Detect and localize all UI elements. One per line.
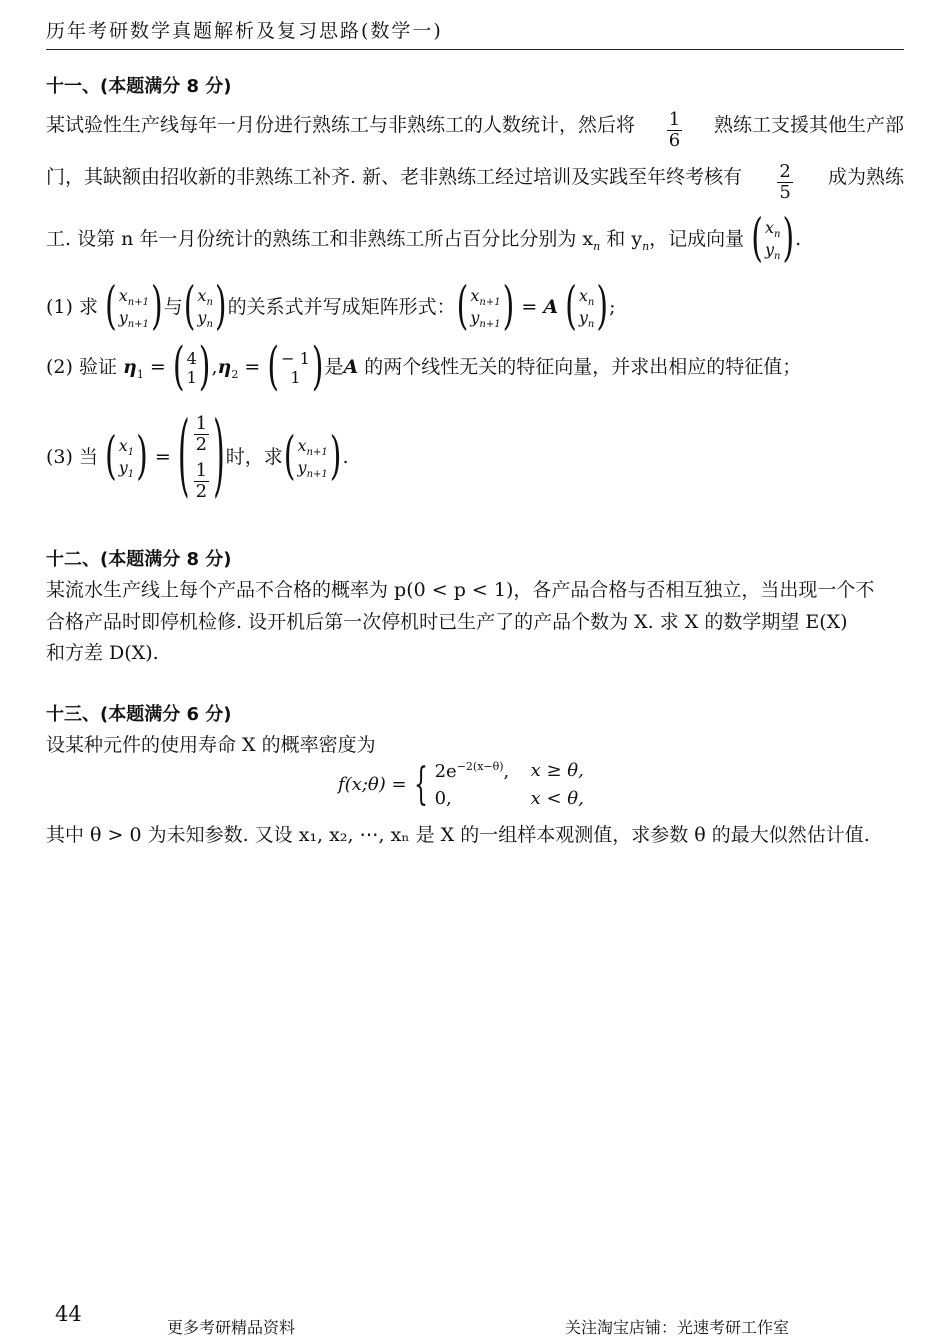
- eta2: η: [217, 356, 232, 378]
- q13-line2: 其中 θ > 0 为未知参数. 又设 x₁, x₂, ⋯, xₙ 是 X 的一组样本观测值，求参数 θ 的最大似然估计值.: [46, 824, 870, 846]
- q12-heading: 十二、(本题满分 8 分): [46, 549, 232, 570]
- vector-xn1-yn1-3: ( $x_{n+1}$ $y_{n+1}$ ): [283, 427, 342, 487]
- q11-item2: (2) 验证 $\eta_1$ = ( 4 1 ) $,\eta_2$ = ( − 1 1 ) 是A 的两个线性无关的特征向量，并求出相应的特征值；: [46, 337, 802, 397]
- case2-expr: 0,: [434, 788, 452, 809]
- eta1-vector: ( 4 1 ): [172, 337, 211, 397]
- period: .: [795, 228, 802, 251]
- vector-xn1-yn1: ( $x_{n+1}$ $y_{n+1}$ ): [105, 277, 163, 338]
- cases-brace: {: [413, 758, 428, 810]
- eta2-vector: ( − 1 1 ): [267, 337, 324, 397]
- q11-item1: [46, 277, 616, 338]
- fraction-one-sixth: [667, 110, 682, 151]
- footer-left: 更多考研精品资料: [167, 1318, 296, 1337]
- eta1: η: [123, 356, 137, 378]
- yn-sub: n: [642, 239, 650, 253]
- frac2-den: 5: [779, 182, 791, 203]
- page-number: 44: [55, 1302, 82, 1326]
- matrix-A: A: [543, 296, 559, 319]
- item1-end: ;: [609, 296, 616, 319]
- q12-line1: 某流水生产线上每个产品不合格的概率为 p(0 < p < 1)，各产品合格与否相互独立，当出现一个不: [46, 579, 875, 601]
- frac1-den: 6: [668, 130, 681, 151]
- footer-right: 关注淘宝店铺：光速考研工作室: [565, 1318, 790, 1337]
- vector-xn-yn-2: ( $x_n$ $y_n$ ): [183, 277, 227, 338]
- item1-desc: 的关系式并写成矩阵形式：: [227, 296, 456, 319]
- q11-text-2a: 门，其缺额由招收新的非熟练工补齐. 新、老非熟练工经过培训及实践至年终考核有: [46, 166, 743, 188]
- q11-line1: [46, 110, 904, 151]
- q11-heading: 十一、(本题满分 8 分): [46, 76, 232, 97]
- q12-line3: 和方差 D(X).: [46, 642, 159, 664]
- case2-cond: x < θ,: [530, 788, 584, 809]
- q11-text-3b: 和 y: [600, 228, 643, 251]
- item1-with: 与: [163, 296, 183, 319]
- item2-is: 是: [324, 356, 344, 378]
- running-header: 历年考研数学真题解析及复习思路(数学一): [46, 20, 443, 42]
- frac2-num: 2: [779, 161, 791, 182]
- q12-line2: 合格产品时即停机检修. 设开机后第一次停机时已生产了的产品个数为 X. 求 X 的数学期望 E(X): [46, 611, 848, 633]
- item1-label: (1) 求: [46, 296, 98, 319]
- q11-item3: (3) 当 ( $x_1$ $y_1$ ) = ( $\frac{1}{2}$ $\frac{1}{2}$ ) 时，求 ( $x_{n+1}$ $y_{n+1}$ ) .: [46, 404, 349, 509]
- density-function: f(x;θ) = { $2e^{-2(x-\theta)}$, x ≥ θ, 0, x < θ,: [338, 758, 584, 810]
- header-rule: [46, 49, 904, 50]
- q13-heading: 十三、(本题满分 6 分): [46, 704, 232, 725]
- q11-text-3c: ，记成向量: [649, 228, 745, 251]
- q11-text-2b: 成为熟练: [827, 166, 904, 188]
- case1-cond: x ≥ θ,: [530, 760, 584, 781]
- matrix-A-2: A: [343, 356, 359, 378]
- q11-line2: [46, 162, 904, 203]
- item3-label: (3) 当: [46, 446, 98, 468]
- vector-xn-yn-3: ( $x_n$ $y_n$ ): [565, 277, 609, 338]
- item3-then: 时，求: [225, 446, 283, 468]
- vector-halves: ( $\frac{1}{2}$ $\frac{1}{2}$ ): [177, 404, 225, 509]
- q11-text-1a: 某试验性生产线每年一月份进行熟练工与非熟练工的人数统计，然后将: [46, 114, 636, 136]
- q13-line1: 设某种元件的使用寿命 X 的概率密度为: [46, 734, 376, 756]
- case1-expr: 2e: [434, 761, 457, 782]
- equals: =: [521, 296, 538, 319]
- q11-text-3: 工. 设第 n 年一月份统计的熟练工和非熟练工所占百分比分别为 x: [46, 228, 594, 251]
- vector-x1-y1: ( $x_1$ $y_1$ ): [105, 427, 148, 487]
- vector-xn1-yn1-2: ( $x_{n+1}$ $y_{n+1}$ ): [456, 277, 515, 338]
- frac1-num: 1: [668, 109, 681, 130]
- vector-xn-yn: ( $x_n$ $y_n$ ): [751, 209, 795, 270]
- q11-line3: [46, 209, 802, 270]
- item2-label: (2) 验证: [46, 356, 117, 378]
- f-lhs: f(x;θ) =: [338, 774, 407, 795]
- case1-exp: −2(x−θ): [456, 760, 504, 773]
- xn-sub: n: [593, 239, 601, 253]
- q11-text-1b: 熟练工支援其他生产部: [713, 114, 904, 136]
- item2-desc: 的两个线性无关的特征向量，并求出相应的特征值；: [364, 356, 802, 378]
